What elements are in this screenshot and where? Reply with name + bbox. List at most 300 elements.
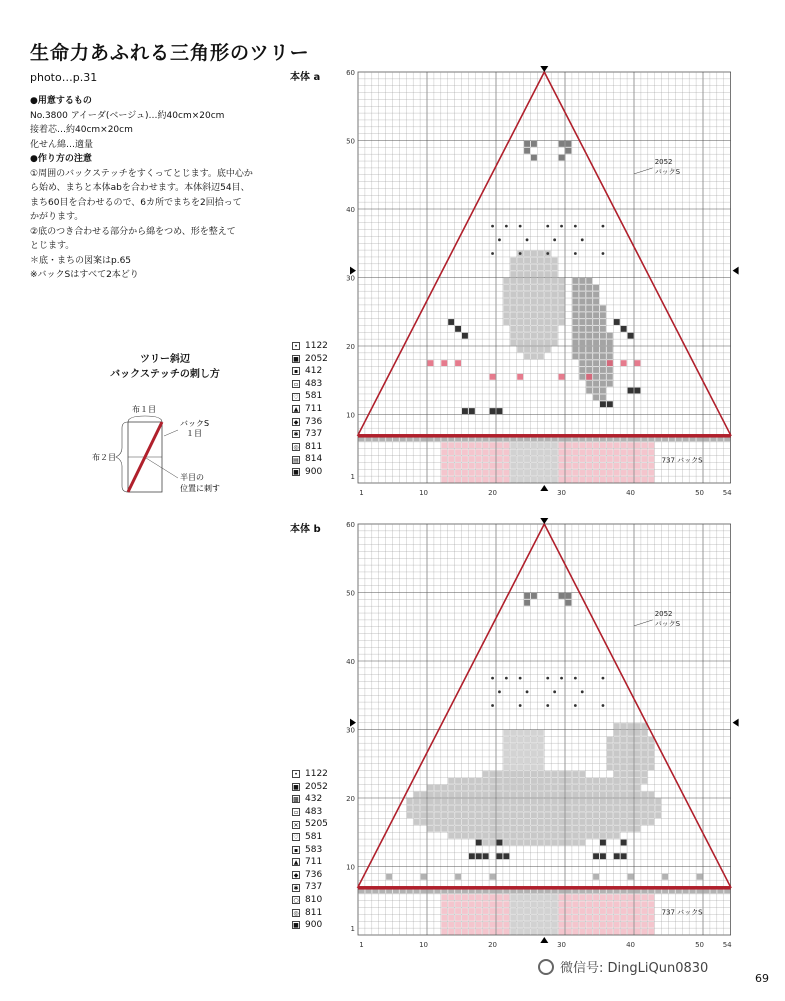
stitch-cell: [510, 319, 516, 325]
stitch-cell: [448, 929, 454, 935]
stitch-cell: [545, 799, 551, 805]
y-tick-label: 30: [346, 274, 355, 283]
legend-code: 711: [305, 403, 323, 414]
stitch-cell: [628, 463, 634, 469]
stitch-cell: [559, 305, 565, 311]
stitch-cell: [448, 463, 454, 469]
stitch-cell: [531, 470, 537, 476]
stitch-cell: [628, 792, 634, 798]
chart-a: [340, 64, 740, 497]
stitch-cell: [510, 305, 516, 311]
stitch-cell: [545, 449, 551, 455]
stitch-cell: [421, 874, 427, 880]
stitch-cell: [545, 271, 551, 277]
legend-code: 736: [305, 869, 323, 880]
stitch-cell: [503, 764, 509, 770]
stitch-cell: [469, 477, 475, 483]
stitch-cell: [407, 812, 413, 818]
stitch-cell: [428, 819, 434, 825]
stitch-cell: [524, 456, 530, 462]
stitch-cell: [490, 908, 496, 914]
stitch-cell: [614, 757, 620, 763]
stitch-cell: [455, 477, 461, 483]
stitch-cell: [600, 819, 606, 825]
stitch-cell: [566, 593, 572, 599]
stitch-cell: [586, 805, 592, 811]
stitch-cell: [441, 812, 447, 818]
stitch-cell: [566, 915, 572, 921]
left-marker: [350, 719, 356, 727]
stitch-cell: [607, 901, 613, 907]
stitch-cell: [586, 477, 592, 483]
stitch-cell: [455, 470, 461, 476]
stitch-cell: [552, 929, 558, 935]
stitch-cell: [469, 812, 475, 818]
stitch-cell: [524, 840, 530, 846]
stitch-cell: [552, 901, 558, 907]
stitch-cell: [559, 840, 565, 846]
stitch-dot: [602, 225, 605, 228]
stitch-cell: [510, 333, 516, 339]
stitch-cell: [593, 792, 599, 798]
stitch-cell: [538, 922, 544, 928]
stitch-cell: [572, 449, 578, 455]
stitch-cell: [635, 751, 641, 757]
stitch-cell: [566, 840, 572, 846]
stitch-cell: [455, 799, 461, 805]
stitch-cell: [448, 922, 454, 928]
stitch-cell: [510, 278, 516, 284]
stitch-cell: [600, 778, 606, 784]
stitch-dot: [560, 225, 563, 228]
stitch-cell: [490, 408, 496, 414]
stitch-cell: [517, 456, 523, 462]
legend-item: [292, 441, 328, 454]
stitch-cell: [593, 812, 599, 818]
stitch-cell: [593, 805, 599, 811]
stitch-cell: [448, 778, 454, 784]
stitch-cell: [579, 901, 585, 907]
stitch-cell: [600, 908, 606, 914]
stitch-cell: [552, 840, 558, 846]
stitch-cell: [538, 278, 544, 284]
stitch-dot: [505, 225, 508, 228]
stitch-cell: [531, 764, 537, 770]
stitch-cell: [538, 737, 544, 743]
stitch-cell: [641, 764, 647, 770]
stitch-cell: [538, 757, 544, 763]
stitch-cell: [641, 730, 647, 736]
stitch-cell: [531, 737, 537, 743]
stitch-cell: [441, 805, 447, 811]
legend-code: 2052: [305, 781, 328, 792]
stitch-cell: [586, 360, 592, 366]
stitch-cell: [593, 285, 599, 291]
stitch-cell: [579, 799, 585, 805]
stitch-cell: [462, 408, 468, 414]
stitch-cell: [621, 737, 627, 743]
legend-symbol: ✱: [293, 884, 299, 892]
stitch-cell: [531, 751, 537, 757]
stitch-cell: [607, 792, 613, 798]
stitch-cell: [497, 929, 503, 935]
stitch-cell: [476, 894, 482, 900]
stitch-cell: [586, 922, 592, 928]
stitch-cell: [648, 751, 654, 757]
stitch-cell: [593, 785, 599, 791]
stitch-cell: [621, 449, 627, 455]
stitch-cell: [635, 737, 641, 743]
stitch-cell: [517, 299, 523, 305]
stitch-cell: [524, 805, 530, 811]
stitch-cell: [641, 771, 647, 777]
legend-code: 736: [305, 416, 323, 427]
stitch-cell: [497, 463, 503, 469]
stitch-cell: [476, 908, 482, 914]
stitch-cell: [572, 778, 578, 784]
stitch-cell: [566, 785, 572, 791]
legend-symbol: ■: [293, 469, 299, 477]
stitch-cell: [538, 257, 544, 263]
stitch-cell: [531, 799, 537, 805]
stitch-cell: [572, 477, 578, 483]
stitch-cell: [579, 778, 585, 784]
stitch-cell: [593, 456, 599, 462]
stitch-cell: [503, 826, 509, 832]
info-line: ②底のつき合わせる部分から綿をつめ、形を整えて: [30, 226, 236, 237]
stitch-cell: [524, 799, 530, 805]
stitch-cell: [552, 442, 558, 448]
stitch-cell: [614, 819, 620, 825]
stitch-cell: [593, 442, 599, 448]
stitch-cell: [600, 799, 606, 805]
stitch-cell: [566, 826, 572, 832]
stitch-cell: [572, 456, 578, 462]
x-tick-label: 20: [488, 489, 498, 497]
stitch-cell: [559, 833, 565, 839]
stitch-cell: [517, 819, 523, 825]
stitch-cell: [552, 456, 558, 462]
stitch-cell: [497, 771, 503, 777]
stitch-dot: [491, 704, 494, 707]
stitch-cell: [448, 908, 454, 914]
y-tick-label: 20: [346, 343, 355, 351]
stitch-cell: [538, 477, 544, 483]
stitch-cell: [421, 819, 427, 825]
stitch-cell: [503, 744, 509, 750]
stitch-cell: [441, 915, 447, 921]
stitch-cell: [538, 771, 544, 777]
stitch-cell: [531, 285, 537, 291]
stitch-cell: [635, 723, 641, 729]
stitch-cell: [455, 812, 461, 818]
stitch-dot: [574, 704, 577, 707]
stitch-cell: [641, 456, 647, 462]
stitch-cell: [531, 908, 537, 914]
stitch-cell: [600, 812, 606, 818]
stitch-cell: [531, 833, 537, 839]
stitch-dot: [574, 225, 577, 228]
stitch-cell: [510, 826, 516, 832]
stitch-cell: [545, 333, 551, 339]
stitch-cell: [517, 257, 523, 263]
stitch-cell: [614, 894, 620, 900]
stitch-cell: [462, 833, 468, 839]
stitch-cell: [497, 853, 503, 859]
stitch-cell: [510, 908, 516, 914]
stitch-cell: [607, 915, 613, 921]
legend-item: [292, 378, 328, 391]
legend-code: 581: [305, 391, 323, 402]
stitch-cell: [579, 470, 585, 476]
stitch-cell: [607, 737, 613, 743]
stitch-cell: [531, 463, 537, 469]
stitch-cell: [579, 771, 585, 777]
stitch-cell: [448, 812, 454, 818]
stitch-cell: [531, 929, 537, 935]
stitch-cell: [469, 819, 475, 825]
stitch-cell: [641, 812, 647, 818]
stitch-cell: [490, 874, 496, 880]
stitch-cell: [538, 347, 544, 353]
stitch-cell: [621, 799, 627, 805]
stitch-cell: [428, 805, 434, 811]
stitch-cell: [607, 360, 613, 366]
stitch-cell: [607, 908, 613, 914]
stitch-cell: [559, 292, 565, 298]
stitch-cell: [586, 347, 592, 353]
stitch-cell: [600, 360, 606, 366]
legend-symbol: •: [292, 770, 300, 778]
stitch-cell: [531, 922, 537, 928]
chart-a-title: 本体 a: [290, 72, 321, 83]
stitch-cell: [517, 278, 523, 284]
stitch-cell: [414, 805, 420, 811]
backstitch-diagram: [90, 400, 240, 500]
stitch-cell: [648, 799, 654, 805]
stitch-cell: [545, 305, 551, 311]
info-line: とじます。: [30, 241, 75, 251]
stitch-cell: [531, 744, 537, 750]
stitch-dot: [553, 238, 556, 241]
stitch-cell: [579, 840, 585, 846]
stitch-cell: [455, 901, 461, 907]
stitch-cell: [586, 278, 592, 284]
stitch-cell: [538, 305, 544, 311]
stitch-cell: [517, 915, 523, 921]
legend-item: [292, 907, 328, 920]
stitch-cell: [586, 812, 592, 818]
stitch-cell: [517, 730, 523, 736]
legend-symbol: ■: [293, 922, 299, 930]
stitch-cell: [517, 840, 523, 846]
stitch-cell: [586, 792, 592, 798]
stitch-cell: [586, 470, 592, 476]
stitch-dot: [553, 690, 556, 693]
stitch-cell: [434, 799, 440, 805]
stitch-cell: [593, 799, 599, 805]
stitch-cell: [607, 833, 613, 839]
stitch-cell: [524, 751, 530, 757]
stitch-cell: [448, 805, 454, 811]
stitch-diagram-title-line2: バックステッチの刺し方: [110, 369, 220, 380]
stitch-cell: [517, 785, 523, 791]
stitch-cell: [566, 819, 572, 825]
stitch-cell: [579, 278, 585, 284]
stitch-cell: [483, 805, 489, 811]
stitch-cell: [407, 799, 413, 805]
stitch-cell: [635, 922, 641, 928]
stitch-cell: [455, 463, 461, 469]
stitch-cell: [531, 819, 537, 825]
y-tick-label: 30: [346, 726, 355, 735]
stitch-cell: [559, 799, 565, 805]
stitch-cell: [503, 915, 509, 921]
stitch-cell: [441, 442, 447, 448]
stitch-cell: [441, 894, 447, 900]
legend-item: [292, 365, 328, 378]
stitch-cell: [641, 929, 647, 935]
stitch-cell: [503, 901, 509, 907]
legend-symbol: ▲: [293, 859, 299, 867]
stitch-cell: [566, 141, 572, 147]
stitch-cell: [593, 333, 599, 339]
stitch-cell: [448, 819, 454, 825]
stitch-cell: [579, 785, 585, 791]
stitch-cell: [476, 819, 482, 825]
stitch-cell: [579, 319, 585, 325]
stitch-cell: [607, 340, 613, 346]
stitch-cell: [614, 922, 620, 928]
stitch-cell: [628, 826, 634, 832]
stitch-cell: [469, 799, 475, 805]
stitch-cell: [434, 812, 440, 818]
stitch-cell: [476, 442, 482, 448]
stitch-cell: [421, 799, 427, 805]
stitch-cell: [483, 922, 489, 928]
stitch-dot: [519, 225, 522, 228]
stitch-cell: [579, 367, 585, 373]
stitch-cell: [586, 799, 592, 805]
stitch-cell: [593, 894, 599, 900]
stitch-cell: [635, 360, 641, 366]
stitch-cell: [517, 929, 523, 935]
stitch-cell: [600, 333, 606, 339]
stitch-cell: [648, 908, 654, 914]
stitch-cell: [510, 285, 516, 291]
stitch-cell: [579, 477, 585, 483]
stitch-cell: [538, 799, 544, 805]
stitch-cell: [476, 840, 482, 846]
stitch-cell: [635, 449, 641, 455]
stitch-cell: [517, 805, 523, 811]
stitch-cell: [593, 915, 599, 921]
stitch-cell: [621, 826, 627, 832]
stitch-cell: [586, 305, 592, 311]
stitch-cell: [510, 922, 516, 928]
stitch-cell: [566, 771, 572, 777]
stitch-cell: [455, 456, 461, 462]
stitch-cell: [614, 915, 620, 921]
watermark: [538, 957, 708, 976]
stitch-cell: [614, 477, 620, 483]
legend-symbol: ◎: [293, 909, 299, 917]
stitch-cell: [607, 367, 613, 373]
y-tick-label: 40: [346, 206, 355, 214]
stitch-cell: [469, 929, 475, 935]
stitch-cell: [579, 833, 585, 839]
stitch-cell: [648, 757, 654, 763]
back-label-1: 2052: [654, 609, 673, 618]
stitch-cell: [434, 805, 440, 811]
legend-item: [292, 818, 328, 831]
stitch-cell: [579, 929, 585, 935]
stitch-cell: [517, 463, 523, 469]
stitch-cell: [559, 894, 565, 900]
stitch-cell: [538, 744, 544, 750]
stitch-cell: [455, 778, 461, 784]
stitch-cell: [545, 819, 551, 825]
stitch-cell: [635, 730, 641, 736]
stitch-cell: [586, 367, 592, 373]
stitch-cell: [600, 901, 606, 907]
stitch-cell: [538, 826, 544, 832]
stitch-cell: [517, 285, 523, 291]
stitch-dot: [574, 252, 577, 255]
stitch-cell: [641, 757, 647, 763]
stitch-cell: [559, 374, 565, 380]
stitch-cell: [524, 764, 530, 770]
stitch-cell: [497, 449, 503, 455]
stitch-cell: [621, 764, 627, 770]
stitch-cell: [483, 785, 489, 791]
stitch-cell: [538, 319, 544, 325]
bottom-back-label: 737 バックS: [661, 456, 703, 465]
stitch-cell: [462, 449, 468, 455]
stitch-cell: [517, 751, 523, 757]
stitch-cell: [552, 292, 558, 298]
stitch-cell: [503, 812, 509, 818]
stitch-cell: [586, 908, 592, 914]
stitch-cell: [490, 894, 496, 900]
legend-symbol: ▲: [293, 406, 299, 414]
stitch-cell: [524, 470, 530, 476]
stitch-cell: [559, 155, 565, 161]
stitch-cell: [448, 901, 454, 907]
stitch-cell: [572, 785, 578, 791]
bottom-back-label: 737 バックS: [661, 908, 703, 917]
stitch-cell: [607, 456, 613, 462]
stitch-cell: [490, 463, 496, 469]
stitch-cell: [607, 470, 613, 476]
stitch-cell: [448, 470, 454, 476]
stitch-cell: [635, 785, 641, 791]
stitch-cell: [552, 326, 558, 332]
stitch-cell: [462, 915, 468, 921]
stitch-cell: [455, 819, 461, 825]
stitch-cell: [538, 915, 544, 921]
stitch-dot: [602, 677, 605, 680]
stitch-cell: [559, 299, 565, 305]
stitch-cell: [531, 915, 537, 921]
stitch-cell: [593, 305, 599, 311]
stitch-cell: [503, 730, 509, 736]
stitch-cell: [545, 319, 551, 325]
stitch-cell: [579, 826, 585, 832]
stitch-cell: [483, 901, 489, 907]
stitch-cell: [621, 901, 627, 907]
stitch-cell: [586, 442, 592, 448]
